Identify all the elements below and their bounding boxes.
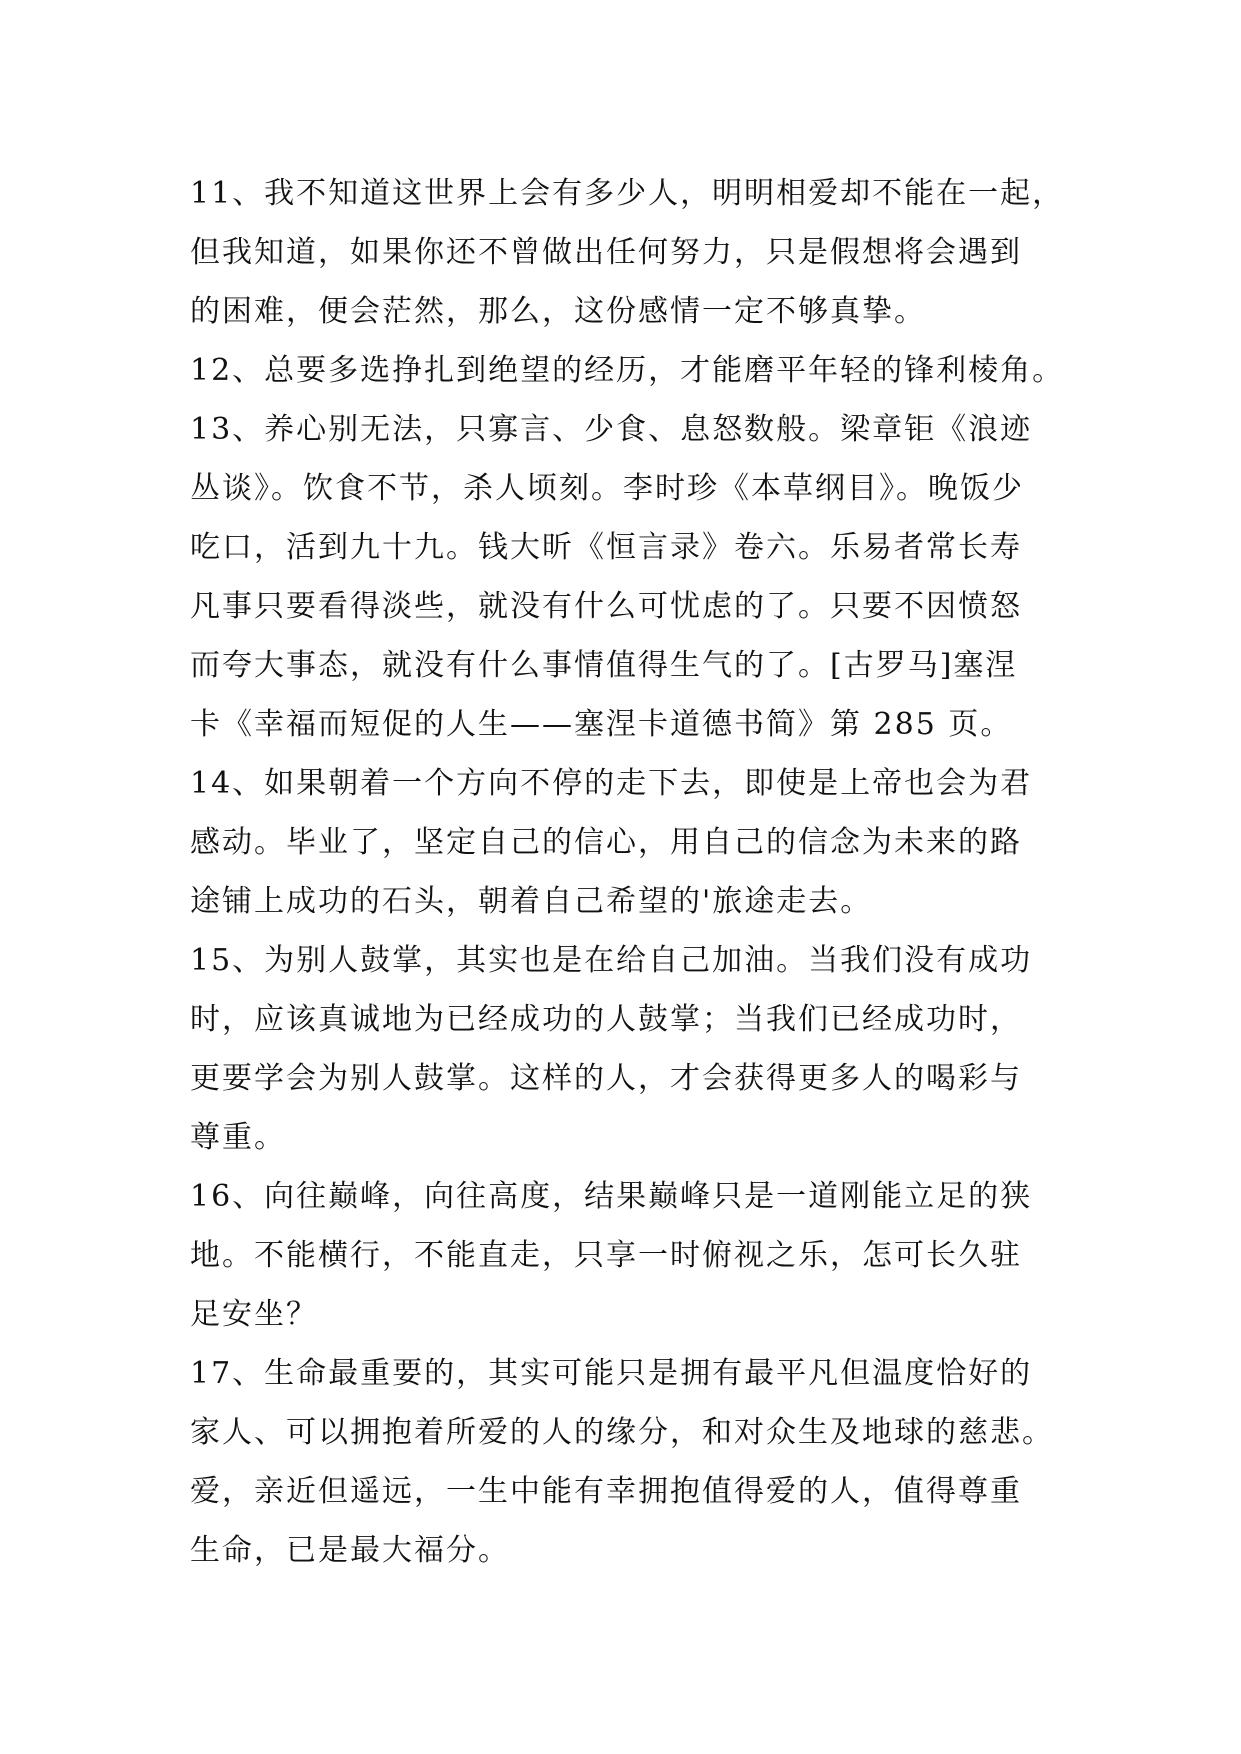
text-line: 凡事只要看得淡些，就没有什么可忧虑的了。只要不因愤怒 bbox=[190, 589, 1022, 624]
text-line: 途铺上成功的石头，朝着自己希望的'旅途走去。 bbox=[190, 884, 873, 919]
text-line: 家人、可以拥抱着所爱的人的缘分，和对众生及地球的慈悲。 bbox=[190, 1415, 1054, 1450]
text-line: 生命，已是最大福分。 bbox=[190, 1533, 510, 1568]
text-line: 13、养心别无法，只寡言、少食、息怒数般。梁章钜《浪迹 bbox=[190, 412, 1033, 447]
text-line: 14、如果朝着一个方向不停的走下去，即使是上帝也会为君 bbox=[190, 766, 1033, 801]
text-line: 更要学会为别人鼓掌。这样的人，才会获得更多人的喝彩与 bbox=[190, 1061, 1022, 1096]
text-line: 17、生命最重要的，其实可能只是拥有最平凡但温度恰好的 bbox=[190, 1356, 1033, 1391]
text-line: 足安坐？ bbox=[190, 1297, 318, 1332]
text-line: 但我知道，如果你还不曾做出任何努力，只是假想将会遇到 bbox=[190, 235, 1022, 270]
text-line: 卡《幸福而短促的人生——塞涅卡道德书简》第 285 页。 bbox=[190, 707, 1013, 742]
text-line: 时，应该真诚地为已经成功的人鼓掌；当我们已经成功时， bbox=[190, 1002, 1022, 1037]
text-line: 地。不能横行，不能直走，只享一时俯视之乐，怎可长久驻 bbox=[190, 1238, 1022, 1273]
text-line: 的困难，便会茫然，那么，这份感情一定不够真挚。 bbox=[190, 294, 926, 329]
text-line: 15、为别人鼓掌，其实也是在给自己加油。当我们没有成功 bbox=[190, 943, 1033, 978]
text-line: 丛谈》。饮食不节，杀人顷刻。李时珍《本草纲目》。晚饭少 bbox=[190, 471, 1024, 506]
text-line: 感动。毕业了，坚定自己的信心，用自己的信念为未来的路 bbox=[190, 825, 1022, 860]
text-line: 16、向往巅峰，向往高度，结果巅峰只是一道刚能立足的狭 bbox=[190, 1179, 1033, 1214]
text-line: 吃口，活到九十九。钱大昕《恒言录》卷六。乐易者常长寿 bbox=[190, 530, 1022, 565]
text-line: 11、我不知道这世界上会有多少人，明明相爱却不能在一起， bbox=[190, 176, 1065, 211]
text-line: 而夸大事态，就没有什么事情值得生气的了。[古罗马]塞涅 bbox=[190, 648, 1018, 683]
text-line: 12、总要多选挣扎到绝望的经历，才能磨平年轻的锋利棱角。 bbox=[190, 353, 1065, 388]
text-line: 尊重。 bbox=[190, 1120, 286, 1155]
text-line: 爱，亲近但遥远，一生中能有幸拥抱值得爱的人，值得尊重 bbox=[190, 1474, 1022, 1509]
document-body bbox=[190, 164, 1070, 1580]
